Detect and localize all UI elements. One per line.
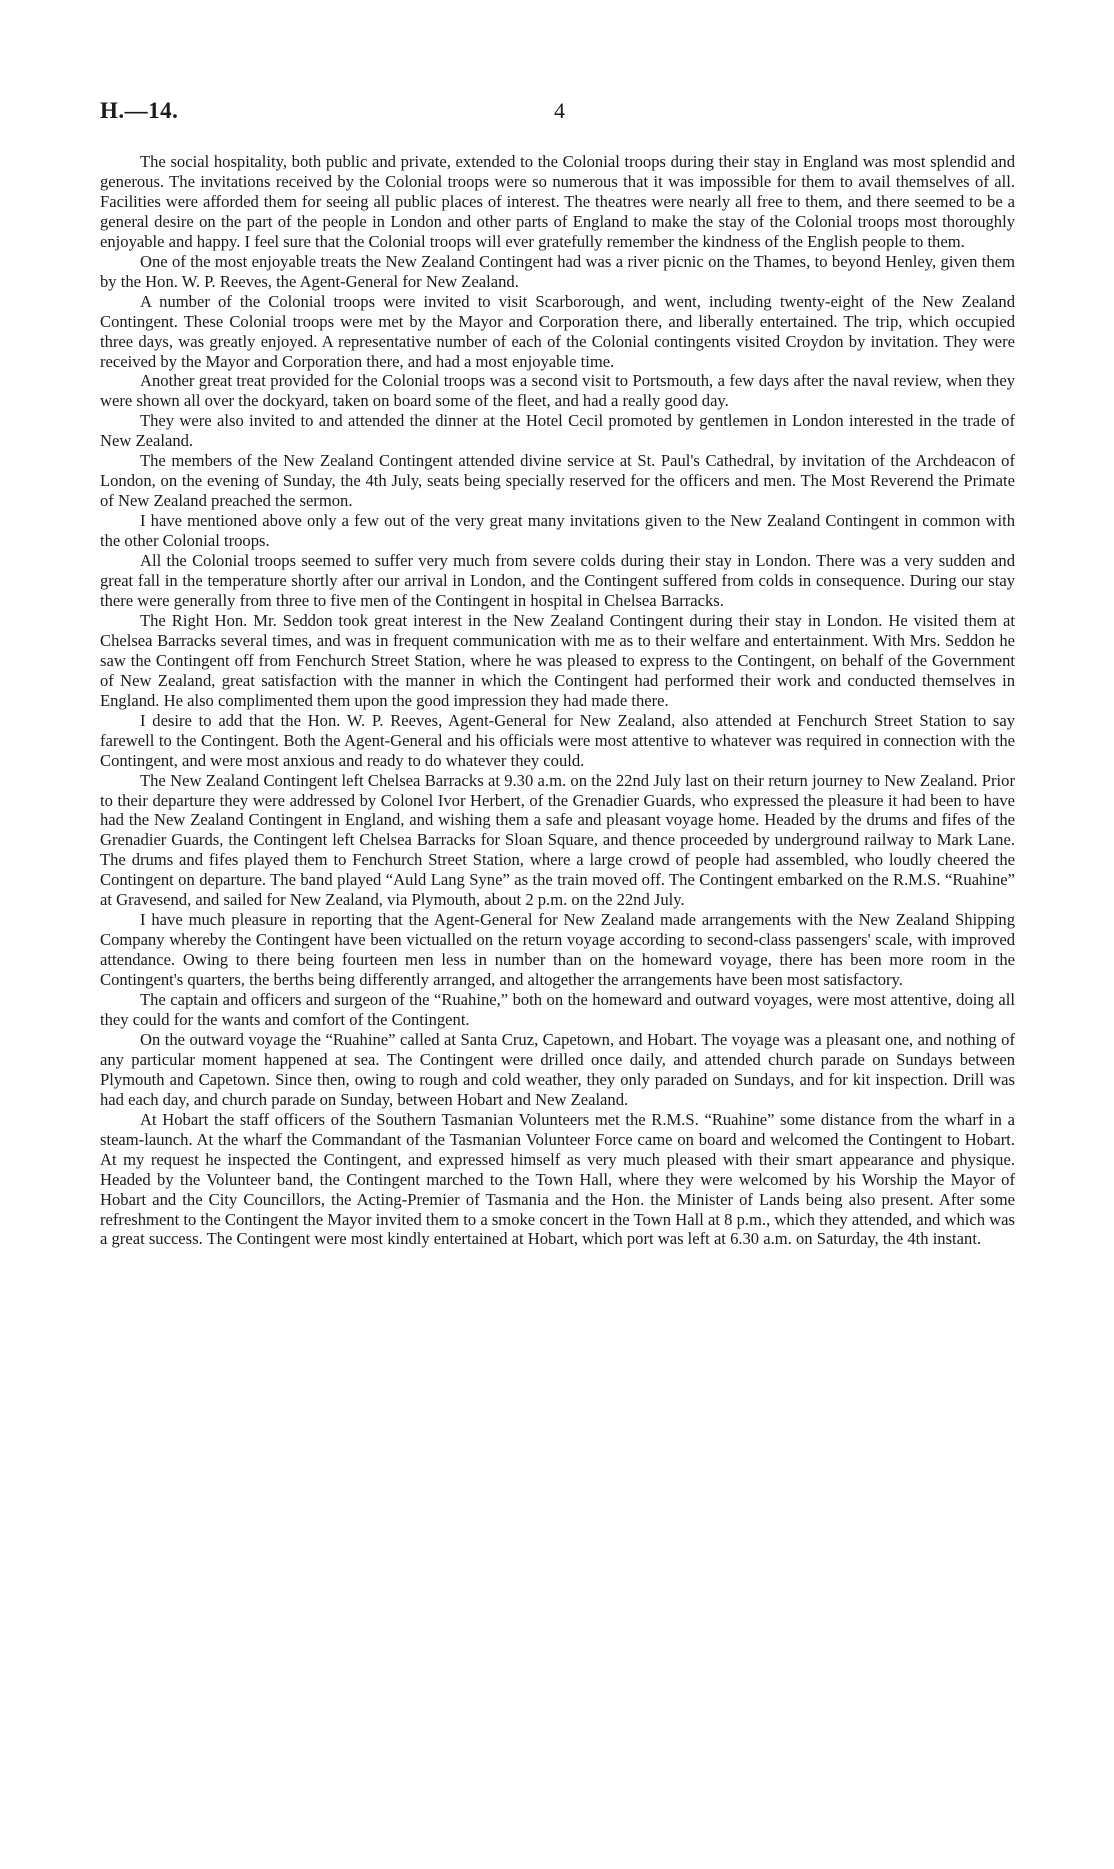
paragraph-portsmouth-visit: Another great treat provided for the Colonial troops was a second visit to Portsmouth, a few days after the naval review, when they were shown all over the dockyard, taken on board some of the fleet, and had a really good day.: [100, 371, 1015, 411]
paragraph-hospitality: The social hospitality, both public and private, extended to the Colonial troops during their stay in England was most splendid and generous. The invitations received by the Colonial troops were so numerous that it was impossible for them to avail themselves of all. Facilities were afforded them for seeing all public places of interest. The theatres were nearly all free to them, and there seemed to be a general desire on the part of the people in London and other parts of England to make the stay of the Colonial troops most thoroughly enjoyable and happy. I feel sure that the Colonial troops will ever gratefully remember the kindness of the English people to them.: [100, 152, 1015, 251]
paragraph-hotel-cecil-dinner: They were also invited to and attended the dinner at the Hotel Cecil promoted by gentlemen in London interested in the trade of New Zealand.: [100, 411, 1015, 451]
paragraph-river-picnic: One of the most enjoyable treats the New Zealand Contingent had was a river picnic on the Thames, to beyond Henley, given them by the Hon. W. P. Reeves, the Agent-General for New Zealand.: [100, 251, 1015, 291]
report-body: [100, 152, 1015, 1249]
document-reference: H.—14.: [100, 98, 179, 123]
paragraph-ruahine-officers: The captain and officers and surgeon of the “Ruahine,” both on the homeward and outward voyages, were most attentive, doing all they could for the wants and comfort of the Contingent.: [100, 990, 1015, 1029]
paragraph-st-pauls-service: The members of the New Zealand Contingent attended divine service at St. Paul's Cathedral, by invitation of the Archdeacon of London, on the evening of Sunday, the 4th July, seats being specially reserved for the officers and men. The Most Reverend the Primate of New Zealand preached the sermon.: [100, 451, 1015, 511]
paragraph-agent-general-farewell: I desire to add that the Hon. W. P. Reeves, Agent-General for New Zealand, also attended at Fenchurch Street Station to say farewell to the Contingent. Both the Agent-General and his officials were most attentive to whatever was required in connection with the Contingent, and were most anxious and ready to do whatever they could.: [100, 710, 1015, 770]
paragraph-scarborough-visit: A number of the Colonial troops were invited to visit Scarborough, and went, including twenty-eight of the New Zealand Contingent. These Colonial troops were met by the Mayor and Corporation there, and liberally entertained. The trip, which occupied three days, was greatly enjoyed. A representative number of each of the Colonial contingents visited Croydon by invitation. They were received by the Mayor and Corporation there, and had a most enjoyable time.: [100, 291, 1015, 371]
paragraph-invitations-note: I have mentioned above only a few out of the very great many invitations given to the New Zealand Contingent in common with the other Colonial troops.: [100, 511, 1015, 551]
paragraph-hobart-reception: At Hobart the staff officers of the Southern Tasmanian Volunteers met the R.M.S. “Ruahine” some distance from the wharf in a steam-launch. At the wharf the Commandant of the Tasmanian Volunteer Force came on board and welcomed the Contingent to Hobart. At my request he inspected the Contingent, and expressed himself as very much pleased with their smart appearance and physique. Headed by the Volunteer band, the Contingent marched to the Town Hall, where they were welcomed by his Worship the Mayor of Hobart and the City Councillors, the Acting-Premier of Tasmania and the Hon. the Minister of Lands being also present. After some refreshment to the Contingent the Mayor invited them to a smoke concert in the Town Hall at 8 p.m., which they attended, and which was a great success. The Contingent were most kindly entertained at Hobart, which port was left at 6.30 a.m. on Saturday, the 4th instant.: [100, 1109, 1015, 1249]
paragraph-victualling: I have much pleasure in reporting that the Agent-General for New Zealand made arrangements with the New Zealand Shipping Company whereby the Contingent have been victualled on the return voyage according to second-class passengers' scale, with improved attendance. Owing to there being fourteen men less in number than on the homeward voyage, there has been more room in the Contingent's quarters, the berths being differently arranged, and altogether the arrangements have been most satisfactory.: [100, 910, 1015, 990]
page-number: 4: [554, 98, 565, 123]
paragraph-departure: The New Zealand Contingent left Chelsea Barracks at 9.30 a.m. on the 22nd July last on their return journey to New Zealand. Prior to their departure they were addressed by Colonel Ivor Herbert, of the Grenadier Guards, who expressed the pleasure it had been to have had the New Zealand Contingent in England, and wishing them a safe and pleasant voyage home. Headed by the drums and fifes of the Grenadier Guards, the Contingent left Chelsea Barracks for Sloan Square, and thence proceeded by underground railway to Mark Lane. The drums and fifes played them to Fenchurch Street Station, where a large crowd of people had assembled, who loudly cheered the Contingent on departure. The band played “Auld Lang Syne” as the train moved off. The Contingent embarked on the R.M.S. “Ruahine” at Gravesend, and sailed for New Zealand, via Plymouth, about 2 p.m. on the 22nd July.: [100, 770, 1015, 910]
paragraph-colds: All the Colonial troops seemed to suffer very much from severe colds during their stay in London. There was a very sudden and great fall in the temperature shortly after our arrival in London, and the Contingent suffered from colds in consequence. During our stay there were generally from three to five men of the Contingent in hospital in Chelsea Barracks.: [100, 551, 1015, 610]
paragraph-seddon: The Right Hon. Mr. Seddon took great interest in the New Zealand Contingent during their stay in London. He visited them at Chelsea Barracks several times, and was in frequent communication with me as to their welfare and entertainment. With Mrs. Seddon he saw the Contingent off from Fenchurch Street Station, where he was pleased to express to the Contingent, on behalf of the Government of New Zealand, great satisfaction with the manner in which the Contingent had performed their work and conducted themselves in England. He also complimented them upon the good impression they had made there.: [100, 610, 1015, 710]
paragraph-outward-voyage: On the outward voyage the “Ruahine” called at Santa Cruz, Capetown, and Hobart. The voyage was a pleasant one, and nothing of any particular moment happened at sea. The Contingent were drilled once daily, and attended church parade on Sundays between Plymouth and Capetown. Since then, owing to rough and cold weather, they only paraded on Sundays, and for kit inspection. Drill was had each day, and church parade on Sunday, between Hobart and New Zealand.: [100, 1029, 1015, 1109]
page-header: [100, 98, 1015, 130]
